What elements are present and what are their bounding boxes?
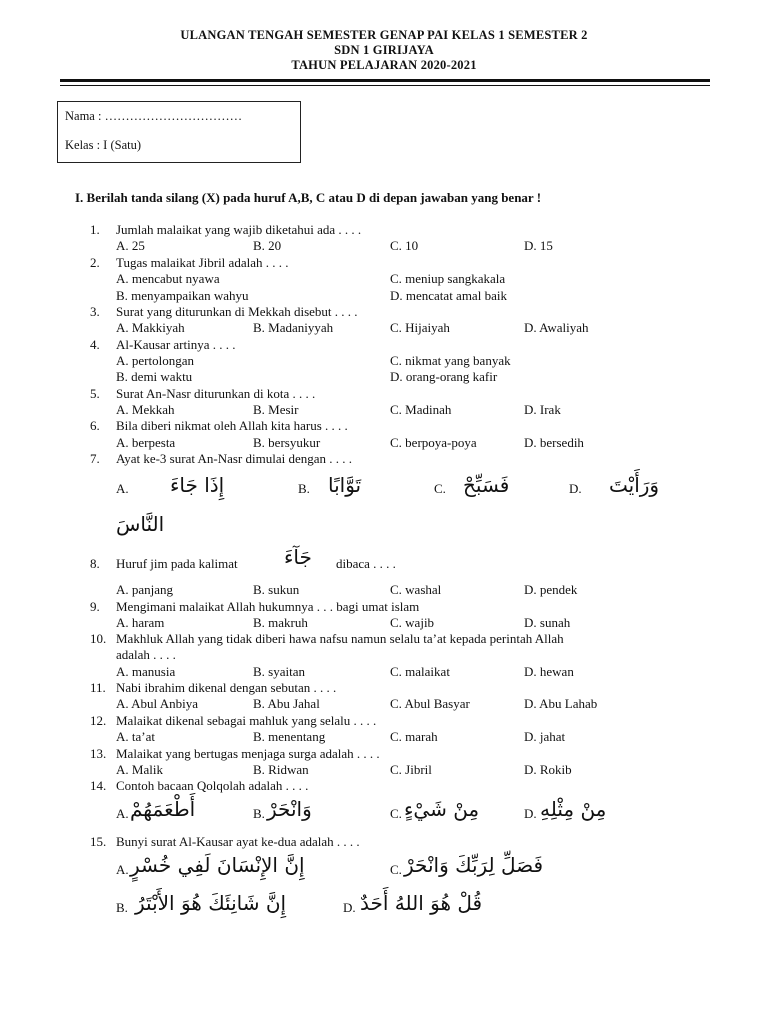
option-a[interactable]: A. mencabut nyawa bbox=[116, 271, 220, 286]
option-a-label[interactable]: A. bbox=[116, 806, 129, 821]
option-c-arabic[interactable]: مِنْ شَيْءٍ bbox=[404, 797, 480, 821]
option-b[interactable]: B. demi waktu bbox=[116, 369, 193, 384]
question-text-continued: adalah . . . . bbox=[116, 647, 176, 662]
option-c-label[interactable]: C. bbox=[390, 806, 402, 821]
exam-header bbox=[0, 28, 768, 73]
question-text: Bunyi surat Al-Kausar ayat ke-dua adalah . . . . bbox=[116, 834, 360, 849]
option-c[interactable]: C. Abul Basyar bbox=[390, 696, 470, 711]
option-d[interactable]: D. Abu Lahab bbox=[524, 696, 598, 711]
question-text: Tugas malaikat Jibril adalah . . . . bbox=[116, 255, 289, 270]
option-b-label[interactable]: B. bbox=[298, 481, 310, 496]
option-c[interactable]: C. Madinah bbox=[390, 402, 452, 417]
option-b[interactable]: B. makruh bbox=[253, 615, 308, 630]
option-d-arabic-continued: النَّاسَ bbox=[116, 512, 165, 536]
option-d-arabic[interactable]: مِنْ مِثْلِهِ bbox=[540, 797, 607, 821]
option-b-arabic[interactable]: إِنَّ شَانِئَكَ هُوَ الأَبْتَرُ bbox=[135, 891, 287, 915]
option-b[interactable]: B. menentang bbox=[253, 729, 326, 744]
option-c[interactable]: C. marah bbox=[390, 729, 438, 744]
question-number: 10. bbox=[90, 631, 107, 646]
student-identity-box bbox=[57, 101, 301, 163]
option-b-label[interactable]: B. bbox=[253, 806, 265, 821]
option-d[interactable]: D. 15 bbox=[524, 238, 553, 253]
question-text: Malaikat dikenal sebagai mahluk yang selalu . . . . bbox=[116, 713, 377, 728]
option-b[interactable]: B. bersyukur bbox=[253, 435, 321, 450]
option-c[interactable]: C. malaikat bbox=[390, 664, 450, 679]
question-text: Al-Kausar artinya . . . . bbox=[116, 337, 236, 352]
question-text: Malaikat yang bertugas menjaga surga adalah . . . . bbox=[116, 746, 380, 761]
option-c[interactable]: C. wajib bbox=[390, 615, 435, 630]
option-d[interactable]: D. bersedih bbox=[524, 435, 584, 450]
header-rule-thin bbox=[60, 85, 710, 86]
question-number: 4. bbox=[90, 337, 100, 352]
option-a[interactable]: A. manusia bbox=[116, 664, 176, 679]
class-field: Kelas : I (Satu) bbox=[65, 138, 142, 152]
option-c[interactable]: C. berpoya-poya bbox=[390, 435, 477, 450]
option-b[interactable]: B. sukun bbox=[253, 582, 300, 597]
option-a[interactable]: A. haram bbox=[116, 615, 165, 630]
option-b[interactable]: B. Abu Jahal bbox=[253, 696, 320, 711]
question-number: 15. bbox=[90, 834, 107, 849]
option-d-arabic[interactable]: وَرَأَيْتَ bbox=[609, 473, 660, 497]
option-a-label[interactable]: A. bbox=[116, 481, 129, 496]
option-b-label[interactable]: B. bbox=[116, 900, 128, 915]
question-text: Huruf jim pada kalimat bbox=[116, 556, 238, 571]
option-c-arabic[interactable]: فَسَبِّحْ bbox=[463, 473, 510, 497]
option-a[interactable]: A. Makkiyah bbox=[116, 320, 185, 335]
option-d[interactable]: D. Awaliyah bbox=[524, 320, 589, 335]
option-a[interactable]: A. pertolongan bbox=[116, 353, 194, 368]
name-field[interactable]: Nama : …………………………… bbox=[65, 109, 243, 123]
question-number: 2. bbox=[90, 255, 100, 270]
option-c[interactable]: C. Hijaiyah bbox=[390, 320, 450, 335]
option-a[interactable]: A. Malik bbox=[116, 762, 163, 777]
option-b[interactable]: B. Madaniyyah bbox=[253, 320, 334, 335]
option-a[interactable]: A. ta’at bbox=[116, 729, 155, 744]
question-number: 3. bbox=[90, 304, 100, 319]
option-a[interactable]: A. Abul Anbiya bbox=[116, 696, 198, 711]
question-number: 11. bbox=[90, 680, 106, 695]
option-c-arabic[interactable]: فَصَلِّ لِرَبِّكَ وَانْحَرْ bbox=[404, 853, 544, 877]
question-text: Surat yang diturunkan di Mekkah disebut . . . . bbox=[116, 304, 358, 319]
question-text: Contoh bacaan Qolqolah adalah . . . . bbox=[116, 778, 309, 793]
question-text: Bila diberi nikmat oleh Allah kita harus . . . . bbox=[116, 418, 348, 433]
option-d[interactable]: D. mencatat amal baik bbox=[390, 288, 507, 303]
option-a[interactable]: A. Mekkah bbox=[116, 402, 175, 417]
header-rule-thick bbox=[60, 79, 710, 82]
question-number: 6. bbox=[90, 418, 100, 433]
option-c[interactable]: C. nikmat yang banyak bbox=[390, 353, 511, 368]
option-b[interactable]: B. Mesir bbox=[253, 402, 299, 417]
question-text: Surat An-Nasr diturunkan di kota . . . . bbox=[116, 386, 316, 401]
option-b-arabic[interactable]: تَوَّابًا bbox=[328, 473, 362, 497]
option-d[interactable]: D. jahat bbox=[524, 729, 566, 744]
option-d[interactable]: D. sunah bbox=[524, 615, 571, 630]
option-a[interactable]: A. panjang bbox=[116, 582, 174, 597]
option-d[interactable]: D. pendek bbox=[524, 582, 578, 597]
question-text: Ayat ke-3 surat An-Nasr dimulai dengan . . . . bbox=[116, 451, 352, 466]
question-number: 9. bbox=[90, 599, 100, 614]
option-d[interactable]: D. Rokib bbox=[524, 762, 572, 777]
question-text: Nabi ibrahim dikenal dengan sebutan . . . . bbox=[116, 680, 337, 695]
option-a-label[interactable]: A. bbox=[116, 862, 129, 877]
question-number: 7. bbox=[90, 451, 100, 466]
option-d-label[interactable]: D. bbox=[343, 900, 356, 915]
question-number: 14. bbox=[90, 778, 107, 793]
header-school: SDN 1 GIRIJAYA bbox=[334, 43, 434, 57]
question-number: 13. bbox=[90, 746, 107, 761]
header-title: ULANGAN TENGAH SEMESTER GENAP PAI KELAS 1 SEMESTER 2 bbox=[180, 28, 588, 42]
option-b-arabic[interactable]: وَانْحَرْ bbox=[267, 797, 312, 821]
option-d[interactable]: D. orang-orang kafir bbox=[390, 369, 498, 384]
option-c-label[interactable]: C. bbox=[434, 481, 446, 496]
option-b[interactable]: B. 20 bbox=[253, 238, 282, 253]
header-year: TAHUN PELAJARAN 2020-2021 bbox=[291, 58, 477, 72]
option-c[interactable]: C. meniup sangkakala bbox=[390, 271, 506, 286]
option-d-label[interactable]: D. bbox=[569, 481, 582, 496]
option-a[interactable]: A. berpesta bbox=[116, 435, 176, 450]
instruction: I. Berilah tanda silang (X) pada huruf A,B, C atau D di depan jawaban yang benar ! bbox=[75, 190, 542, 205]
option-c-label[interactable]: C. bbox=[390, 862, 402, 877]
question-text: Jumlah malaikat yang wajib diketahui ada . . . . bbox=[116, 222, 362, 237]
option-d-label[interactable]: D. bbox=[524, 806, 537, 821]
question-number: 1. bbox=[90, 222, 100, 237]
option-d[interactable]: D. Irak bbox=[524, 402, 561, 417]
option-c[interactable]: C. 10 bbox=[390, 238, 419, 253]
option-c[interactable]: C. washal bbox=[390, 582, 442, 597]
question-text: Makhluk Allah yang tidak diberi hawa nafsu namun selalu ta’at kepada perintah Allah bbox=[116, 631, 564, 646]
option-b[interactable]: B. syaitan bbox=[253, 664, 305, 679]
option-c[interactable]: C. Jibril bbox=[390, 762, 432, 777]
question-number: 8. bbox=[90, 556, 100, 571]
question-number: 5. bbox=[90, 386, 100, 401]
option-a-arabic[interactable]: إِذَا جَاءَ bbox=[170, 473, 225, 497]
option-a-arabic[interactable]: إِنَّ الإِنْسَانَ لَفِي خُسْرٍ bbox=[130, 853, 305, 877]
question-8-arabic-word: جَآءَ bbox=[284, 545, 312, 569]
question-number: 12. bbox=[90, 713, 107, 728]
option-a-arabic[interactable]: أَطْعَمَهُمْ bbox=[130, 797, 196, 821]
question-8-text-continued: dibaca . . . . bbox=[336, 556, 396, 571]
option-b[interactable]: B. Ridwan bbox=[253, 762, 309, 777]
question-text: Mengimani malaikat Allah hukumnya . . . bagi umat islam bbox=[116, 599, 420, 614]
option-d[interactable]: D. hewan bbox=[524, 664, 574, 679]
option-d-arabic[interactable]: قُلْ هُوَ اللهُ أَحَدٌ bbox=[360, 891, 483, 915]
option-a[interactable]: A. 25 bbox=[116, 238, 145, 253]
option-b[interactable]: B. menyampaikan wahyu bbox=[116, 288, 249, 303]
